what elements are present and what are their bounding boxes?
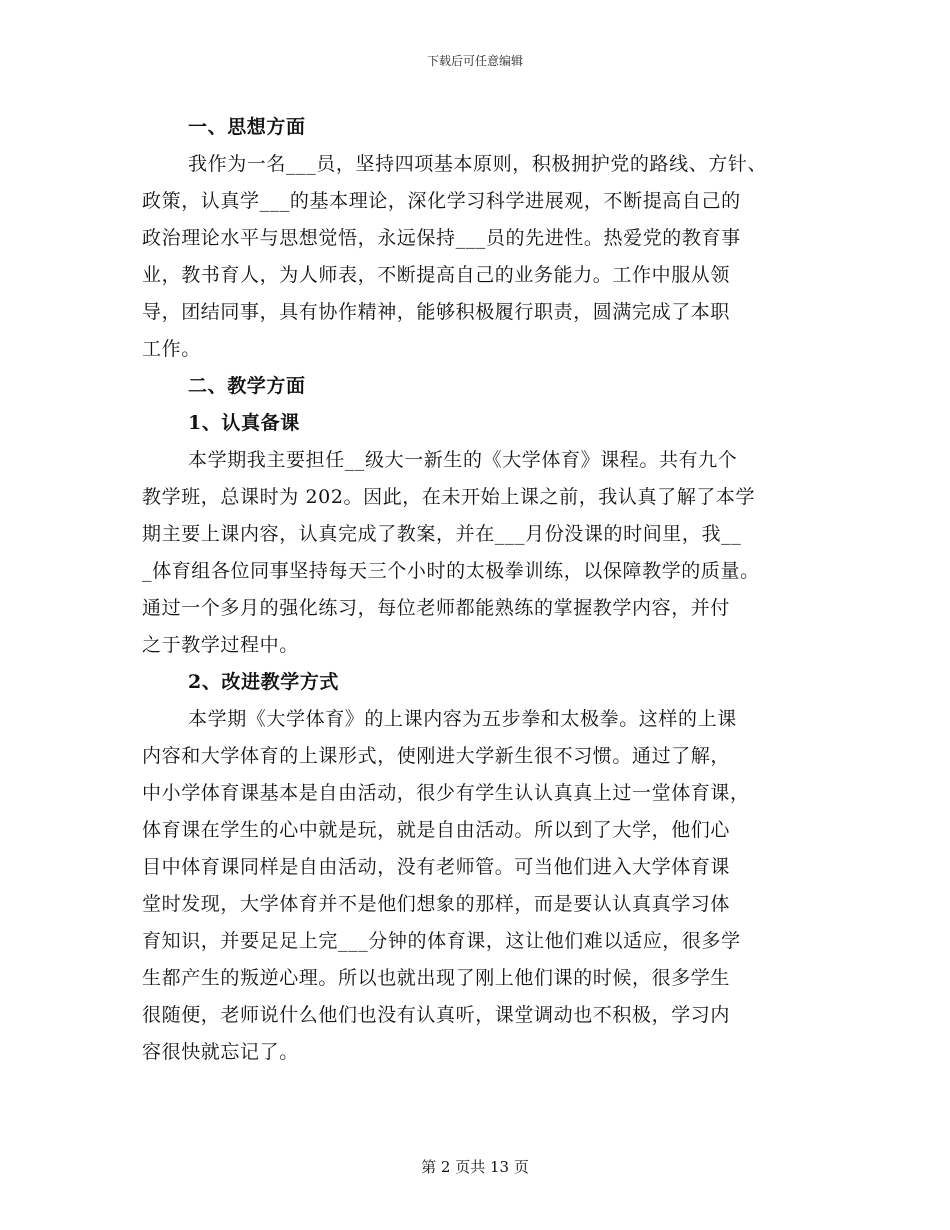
paragraph-line: 本学期《大学体育》的上课内容为五步拳和太极拳。这样的上课 — [188, 708, 737, 730]
paragraph-line: 我作为一名___员，坚持四项基本原则，积极拥护党的路线、方针、 — [188, 153, 768, 175]
paragraph-line: 业，教书育人，为人师表，不断提高自己的业务能力。工作中服从领 — [142, 264, 731, 286]
page-header: 下载后可任意编辑 — [426, 54, 523, 68]
document-body — [142, 109, 812, 1071]
paragraph-line: 本学期我主要担任__级大一新生的《大学体育》课程。共有九个 — [188, 449, 738, 471]
paragraph-line: 之于教学过程中。 — [142, 634, 299, 656]
paragraph-line: 目中体育课同样是自由活动，没有老师管。可当他们进入大学体育课 — [142, 856, 731, 878]
paragraph-line: 育知识，并要足足上完___分钟的体育课，这让他们难以适应，很多学 — [142, 930, 741, 952]
paragraph-line: 政策，认真学___的基本理论，深化学习科学进展观，不断提高自己的 — [142, 190, 741, 212]
paragraph-line: 教学班，总课时为 202。因此，在未开始上课之前，我认真了解了本学 — [142, 486, 756, 508]
paragraph-line: 容很快就忘记了。 — [142, 1041, 299, 1063]
paragraph-line: _体育组各位同事坚持每天三个小时的太极拳训练，以保障教学的质量。 — [142, 560, 760, 582]
paragraph-line: 导，团结同事，具有协作精神，能够积极履行职责，圆满完成了本职 — [142, 301, 731, 323]
subsection-title-method: 2、改进教学方式 — [188, 671, 340, 693]
paragraph-line: 中小学体育课基本是自由活动，很少有学生认认真真上过一堂体育课， — [142, 782, 750, 804]
page-number: 第 2 页共 13 页 — [421, 1158, 529, 1176]
paragraph-line: 体育课在学生的心中就是玩，就是自由活动。所以到了大学，他们心 — [142, 819, 731, 841]
section-title-teaching: 二、教学方面 — [188, 375, 306, 397]
paragraph-line: 政治理论水平与思想觉悟，永远保持___员的先进性。热爱党的教育事 — [142, 227, 741, 249]
subsection-title-preparation: 1、认真备课 — [188, 412, 300, 434]
paragraph-line: 很随便，老师说什么他们也没有认真听，课堂调动也不积极，学习内 — [142, 1004, 731, 1026]
paragraph-line: 生都产生的叛逆心理。所以也就出现了刚上他们课的时候，很多学生 — [142, 967, 731, 989]
paragraph-line: 内容和大学体育的上课形式，使刚进大学新生很不习惯。通过了解， — [142, 745, 731, 767]
paragraph-line: 工作。 — [142, 338, 201, 360]
paragraph-line: 通过一个多月的强化练习，每位老师都能熟练的掌握教学内容，并付 — [142, 597, 731, 619]
paragraph-line: 期主要上课内容，认真完成了教案，并在___月份没课的时间里，我__ — [142, 523, 742, 545]
paragraph-line: 堂时发现，大学体育并不是他们想象的那样，而是要认认真真学习体 — [142, 893, 731, 915]
section-title-thought: 一、思想方面 — [188, 116, 306, 138]
